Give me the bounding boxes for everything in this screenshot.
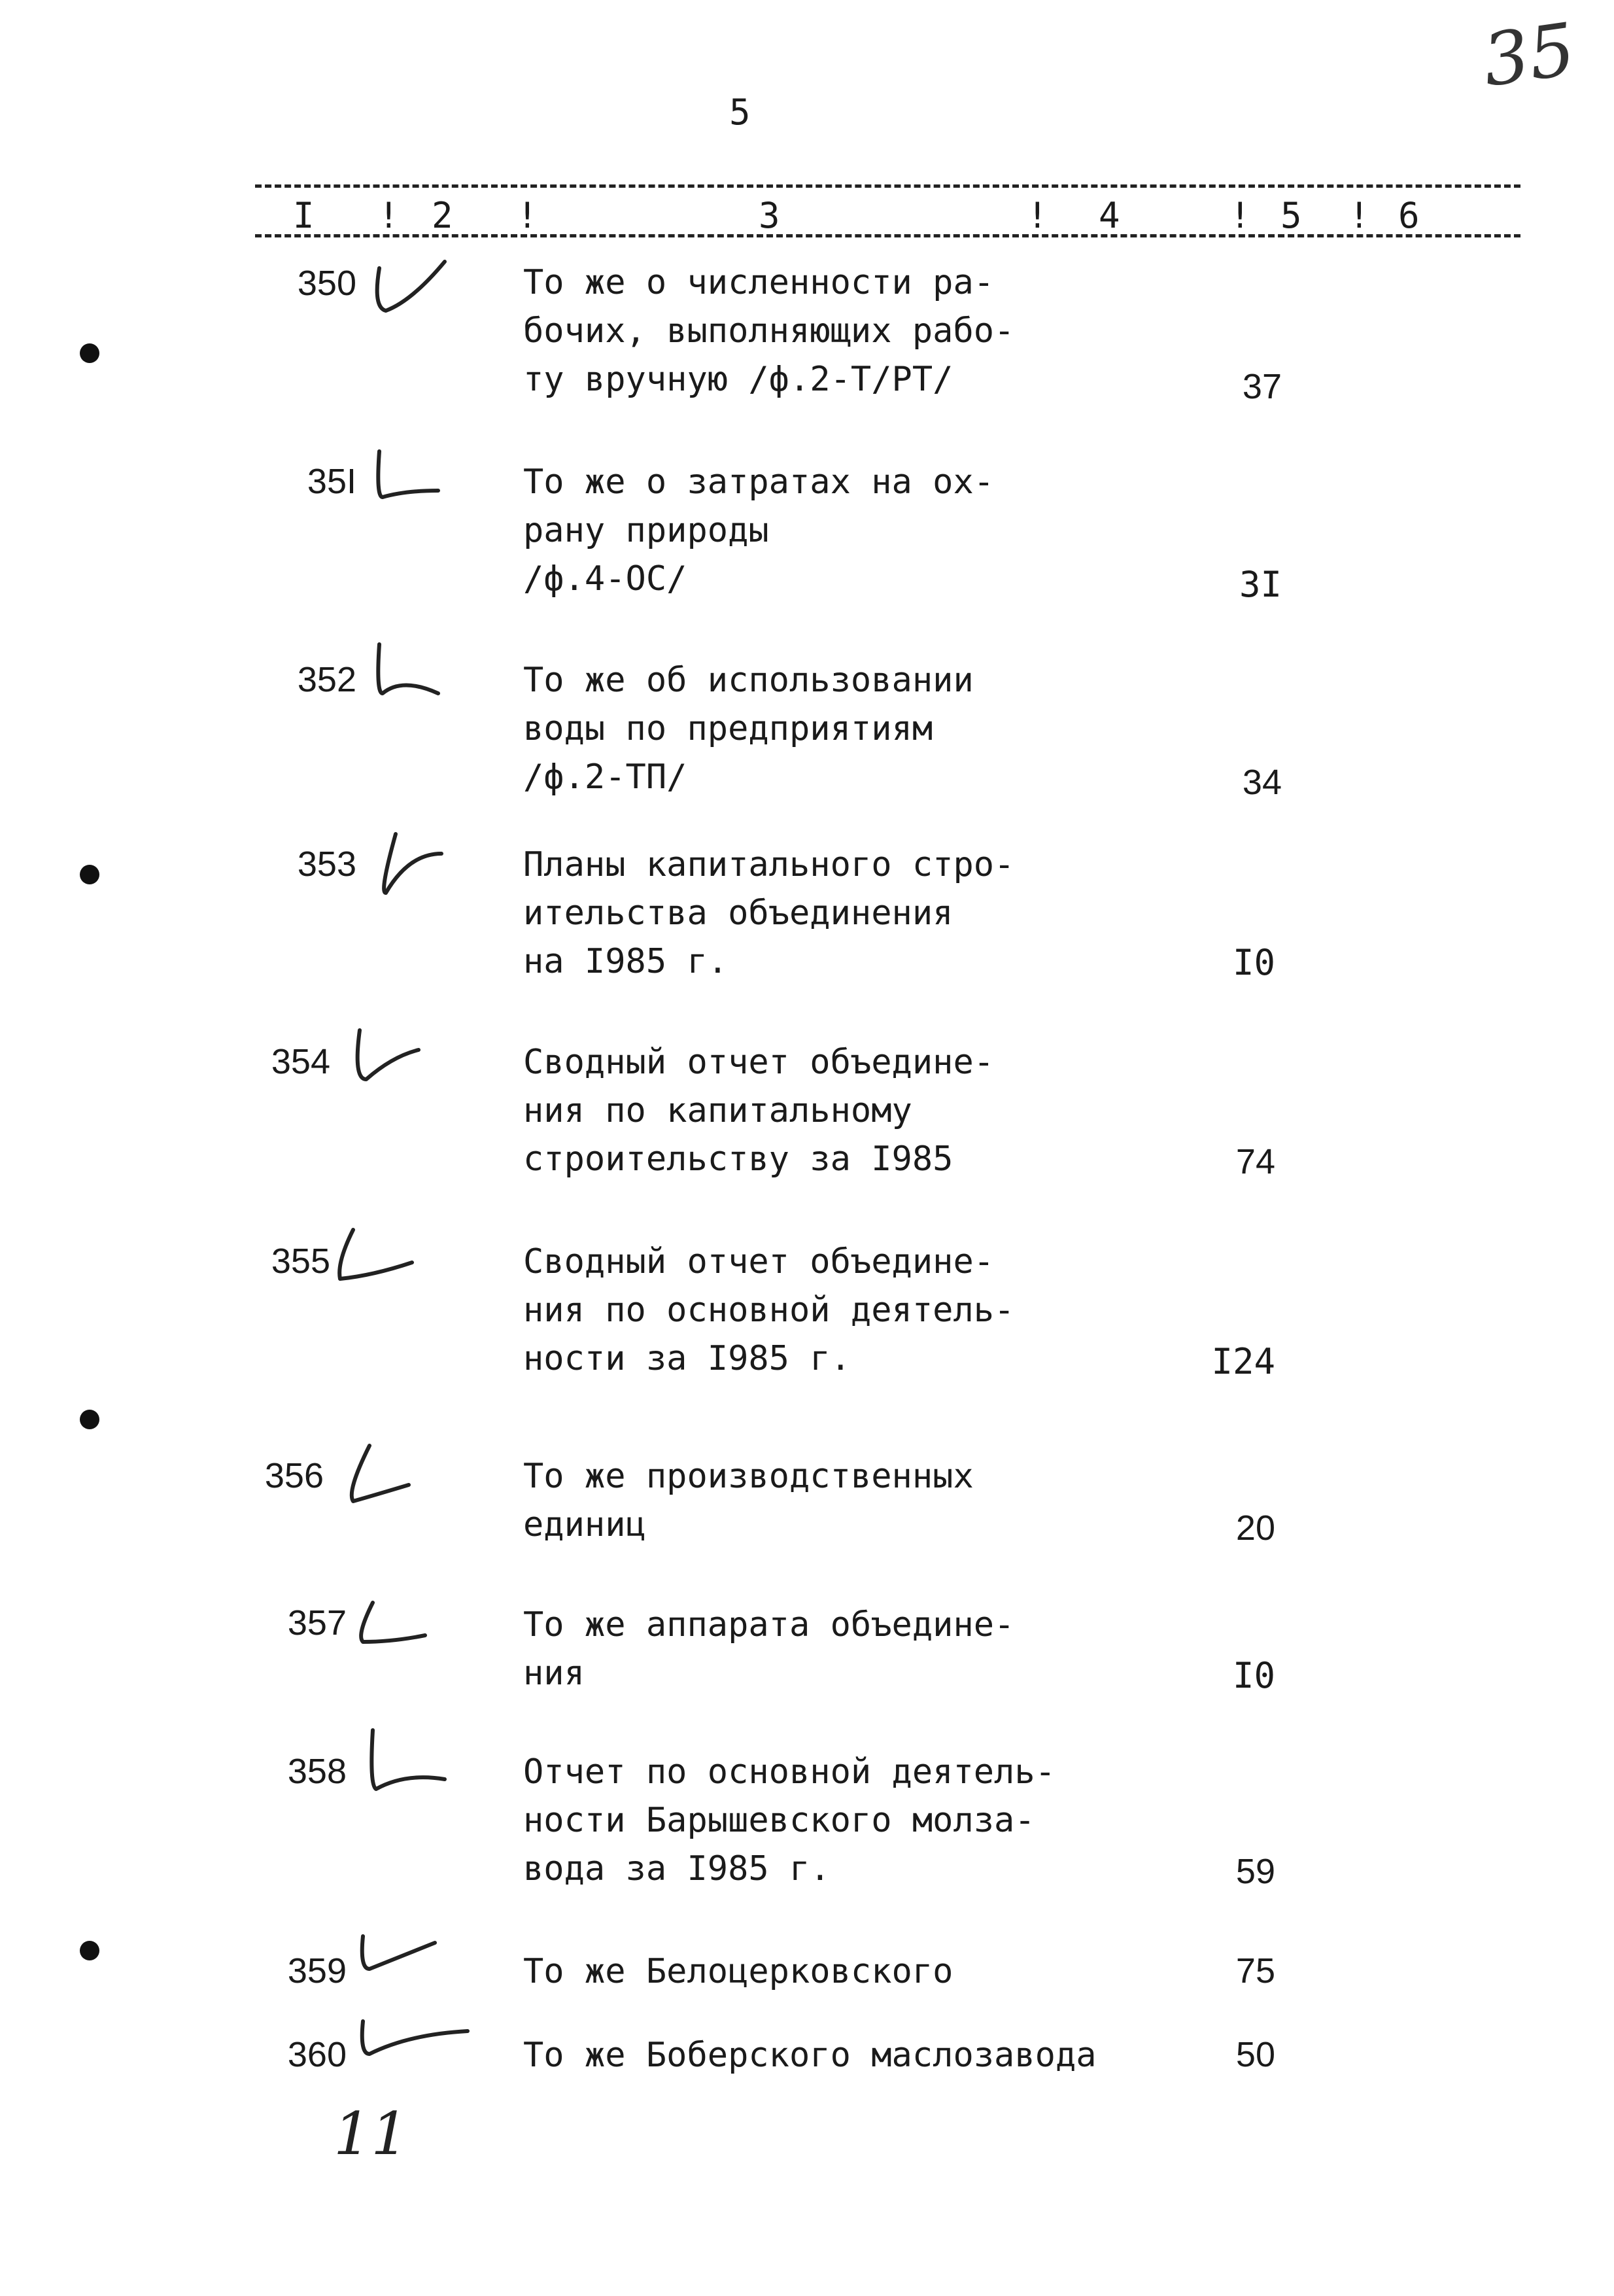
item-count: 75 — [1235, 1951, 1275, 1991]
item-description: То же Боберского маслозавода — [523, 2036, 1097, 2075]
punch-hole — [80, 1410, 99, 1429]
check-mark-icon — [356, 1930, 455, 2002]
col-header-2: 2 — [432, 195, 453, 236]
item-count: 59 — [1235, 1852, 1275, 1891]
col-header-3: 3 — [759, 195, 780, 236]
col-header-1: I — [293, 195, 315, 236]
item-number: 354 — [271, 1042, 330, 1081]
check-mark-icon — [353, 1024, 451, 1096]
item-count: 37 — [1242, 367, 1282, 406]
item-number: 35I — [307, 462, 356, 501]
item-count: 3I — [1239, 564, 1282, 605]
item-description: Сводный отчет объедине- ния по основной деятель- ности за I985 г. — [523, 1242, 1015, 1378]
item-number: 358 — [287, 1752, 347, 1791]
item-count: 74 — [1235, 1142, 1275, 1181]
item-description: Сводный отчет объедине- ния по капитальному строительству за I985 — [523, 1043, 995, 1179]
item-count: I0 — [1232, 1655, 1275, 1696]
item-number: 352 — [297, 660, 356, 699]
item-description: То же аппарата объедине- ния — [523, 1605, 1015, 1693]
col-header-6: 6 — [1398, 195, 1420, 236]
col-header-4: 4 — [1099, 195, 1120, 236]
punch-hole — [80, 1941, 99, 1960]
item-number: 357 — [287, 1603, 347, 1643]
item-number: 359 — [287, 1951, 347, 1991]
item-description: То же Белоцерковского — [523, 1952, 953, 1991]
item-count: 34 — [1242, 763, 1282, 802]
punch-hole — [80, 865, 99, 884]
item-description: То же производственных единиц — [523, 1457, 974, 1544]
page-number: 5 — [729, 92, 751, 133]
check-mark-icon — [373, 249, 471, 321]
check-mark-icon — [356, 2015, 455, 2087]
item-description: Отчет по основной деятель- ности Барышевского молза- вода за I985 г. — [523, 1752, 1056, 1888]
col-header-sep-1: ! — [378, 195, 400, 236]
check-mark-icon — [343, 1439, 441, 1511]
item-count: I0 — [1232, 942, 1275, 983]
item-count: 20 — [1235, 1508, 1275, 1548]
item-count: 50 — [1235, 2035, 1275, 2074]
check-mark-icon — [353, 1590, 451, 1661]
check-mark-icon — [373, 638, 471, 710]
item-number: 360 — [287, 2035, 347, 2074]
check-mark-icon — [376, 827, 474, 899]
item-number: 356 — [264, 1456, 324, 1495]
col-header-5: 5 — [1280, 195, 1302, 236]
item-description: Планы капитального стро- ительства объединения на I985 г. — [523, 845, 1015, 981]
item-number: 353 — [297, 844, 356, 884]
item-description: То же об использовании воды по предприятиям /ф.2-ТП/ — [523, 661, 974, 797]
punch-hole — [80, 343, 99, 363]
check-mark-icon — [334, 1223, 432, 1295]
col-header-sep-2: ! — [517, 195, 538, 236]
col-header-sep-4: ! — [1229, 195, 1251, 236]
item-number: 355 — [271, 1242, 330, 1281]
check-mark-icon — [366, 1727, 464, 1799]
col-header-sep-3: ! — [1027, 195, 1048, 236]
check-mark-icon — [373, 445, 471, 517]
item-number: 350 — [297, 264, 356, 303]
item-description: То же о затратах на ох- рану природы /ф.4-ОС/ — [523, 462, 995, 599]
handwritten-note: 11 — [334, 2100, 409, 2168]
header-rule-top — [255, 184, 1520, 188]
folio-mark: 35 — [1477, 7, 1581, 103]
item-description: То же о численности ра- бочих, выполняющих рабо- ту вручную /ф.2-Т/РТ/ — [523, 263, 1015, 399]
item-count: I24 — [1211, 1341, 1275, 1382]
col-header-sep-5: ! — [1348, 195, 1370, 236]
